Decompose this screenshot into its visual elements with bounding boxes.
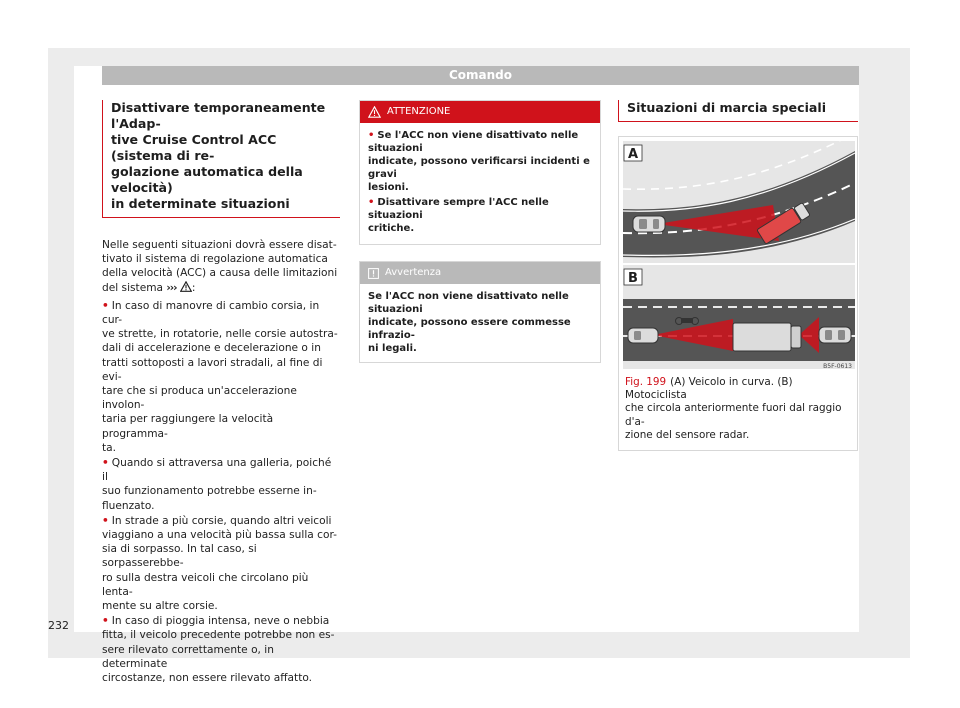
attention-header: [360, 101, 600, 123]
note-box: [359, 261, 601, 363]
heading-line: golazione automatica della velocità): [111, 164, 303, 195]
bullet-icon: •: [102, 457, 109, 470]
note-title: Avvertenza: [385, 267, 442, 278]
warning-triangle-icon: [368, 106, 381, 118]
list-item: • Quando si attraversa una galleria, poiché il suo funzionamento potrebbe esserne in- fluenzato.: [102, 457, 332, 512]
list-item: • Se l'ACC non viene disattivato nelle situazioni indicate, possono verificarsi incidenti e gravi lesioni.: [368, 130, 590, 193]
note-header: [360, 262, 600, 284]
list-item: • In caso di manovre di cambio corsia, in cur- ve strette, in rotatorie, nelle corsie autostra- dali di accelerazione e decelerazione o in tratti sottoposti a lavori stradali, al fine di evi- tare che si produca un'accelerazione involon- taria per raggiungere la velocità programma- ta.: [102, 299, 338, 454]
note-icon: [368, 268, 379, 279]
list-item: • Disattivare sempre l'ACC nelle situazioni critiche.: [368, 197, 549, 234]
figure-code: B5F-0613: [823, 363, 852, 370]
situations-list: [102, 299, 340, 685]
heading-line: tive Cruise Control ACC (sistema di re-: [111, 132, 277, 163]
figure: [618, 136, 858, 451]
panel-label-a: A: [627, 147, 639, 162]
section-heading: [102, 100, 340, 218]
section-header: Comando: [102, 66, 859, 85]
attention-box: [359, 100, 601, 245]
middle-column: [359, 100, 601, 363]
warning-triangle-icon: [180, 281, 192, 292]
note-body: Se l'ACC non viene disattivato nelle situazioni indicate, possono essere commesse infrazio- ni legali.: [368, 291, 571, 354]
panel-label-b: B: [628, 271, 638, 286]
right-column: [618, 100, 858, 451]
cross-reference-chevrons[interactable]: ›››: [166, 281, 177, 294]
figure-number: Fig. 199: [625, 376, 667, 388]
driving-situations-illustration: [623, 141, 855, 371]
car-icon: [628, 328, 658, 343]
bullet-icon: •: [368, 130, 375, 141]
truck-icon: [733, 323, 801, 351]
list-item: • In caso di pioggia intensa, neve o nebbia fitta, il veicolo precedente potrebbe non es- sere rilevato correttamente o, in determinate circostanze, non essere rilevato affatto.: [102, 615, 335, 685]
bullet-icon: •: [102, 514, 109, 527]
attention-title: ATTENZIONE: [387, 106, 451, 117]
bullet-icon: •: [102, 615, 109, 628]
intro-paragraph: Nelle seguenti situazioni dovrà essere disat- tivato il sistema di regolazione automatica della velocità (ACC) a causa delle limitazioni del sistema ››› :: [102, 239, 338, 294]
heading-line: in determinate situazioni: [111, 196, 290, 211]
list-item: • In strade a più corsie, quando altri veicoli viaggiano a una velocità più bassa sulla cor- sia di sorpasso. In tal caso, si sorpasserebbe- ro sulla destra veicoli che circolano più lenta- mente su altre corsie.: [102, 514, 337, 613]
heading-line: Disattivare temporaneamente l'Adap-: [111, 100, 326, 131]
car-icon: [633, 216, 665, 232]
bullet-icon: •: [102, 299, 109, 312]
attention-body: [360, 123, 600, 244]
section-heading: Situazioni di marcia speciali: [618, 100, 858, 122]
car-icon: [819, 327, 851, 343]
left-column: [102, 100, 340, 686]
bullet-icon: •: [368, 197, 375, 208]
figure-caption: Fig. 199 (A) Veicolo in curva. (B) Motociclista che circola anteriormente fuori dal raggio d'a- zione del sensore radar.: [625, 376, 842, 441]
page-number: 232: [48, 619, 69, 632]
